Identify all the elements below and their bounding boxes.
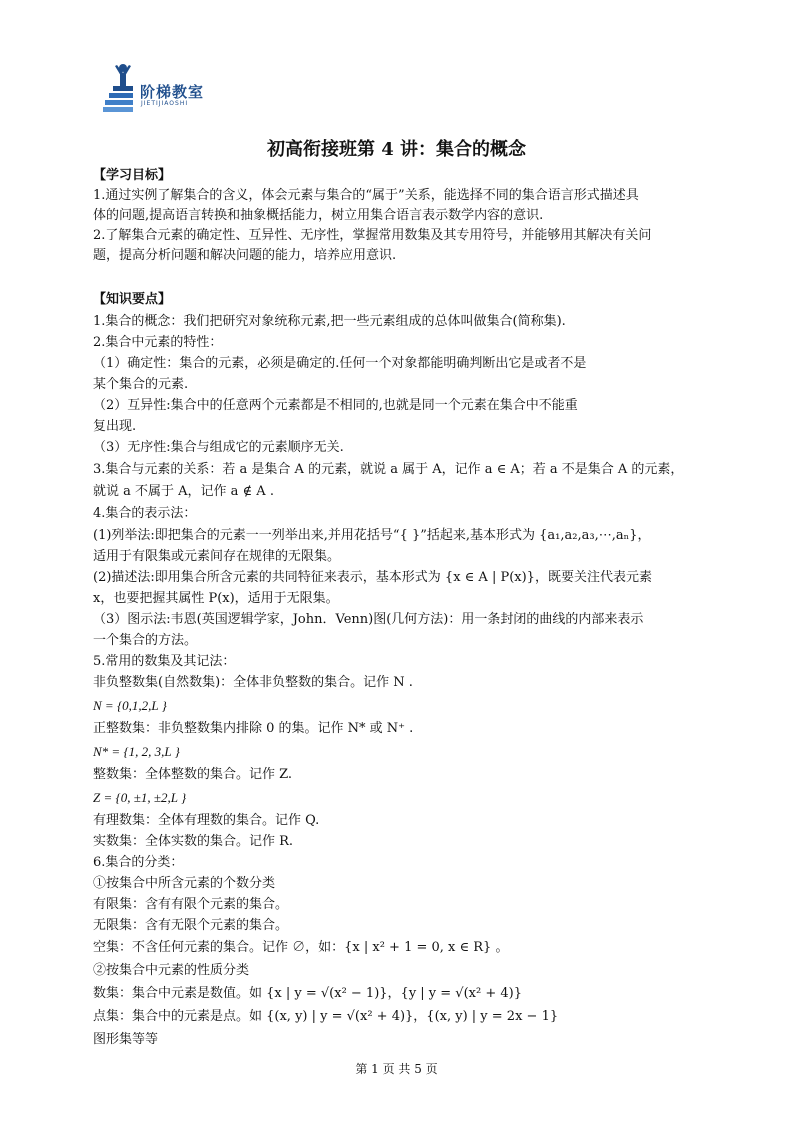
text-line: (2)描述法:即用集合所含元素的共同特征来表示，基本形式为 {x ∈ A | P(x)}，既要关注代表元素 (93, 570, 652, 585)
text-line: 适用于有限集或元素间存在规律的无限集。 (93, 549, 341, 564)
text-line: 有限集：含有有限个元素的集合。 (93, 897, 289, 912)
text-line: 4.集合的表示法： (93, 506, 197, 521)
text-line: 就说 a 不属于 A，记作 a ∉ A . (93, 484, 274, 499)
text-line: x，也要把握其属性 P(x)，适用于无限集。 (93, 591, 339, 606)
text-line: （1）确定性：集合的元素，必须是确定的.任何一个对象都能明确判断出它是或者不是 (93, 356, 587, 371)
text-line: 2.集合中元素的特性： (93, 335, 223, 350)
text-line: （2）互异性:集合中的任意两个元素都是不相同的,也就是同一个元素在集合中不能重 (93, 398, 578, 413)
text-line: 空集：不含任何元素的集合。记作 ∅，如：{x | x² + 1 = 0, x ∈ R} 。 (93, 940, 509, 955)
text-line: 体的问题,提高语言转换和抽象概括能力，树立用集合语言表示数学内容的意识. (93, 208, 544, 223)
text-line: 正整数集：非负整数集内排除 0 的集。记作 N* 或 N⁺ . (93, 721, 414, 736)
logo-subtitle: JIETIJIAOSHI (141, 100, 189, 107)
text-line: （3）图示法:韦恩(英国逻辑学家，John．Venn)图(几何方法)：用一条封闭的曲线的内部来表示 (93, 612, 644, 627)
text-line: ②按集合中元素的性质分类 (93, 963, 250, 978)
text-line: 无限集：含有无限个元素的集合。 (93, 918, 289, 933)
logo-name: 阶梯教室 (140, 83, 205, 101)
text-line: 5.常用的数集及其记法： (93, 654, 236, 669)
text-line: 2.了解集合元素的确定性、互异性、无序性，掌握常用数集及其专用符号，并能够用其解决有关问 (93, 228, 652, 243)
text-line: 6.集合的分类： (93, 855, 184, 870)
logo-stairs-icon (103, 62, 143, 118)
formula-line: Z = {0, ±1, ±2,L } (93, 790, 187, 805)
text-line: （3）无序性:集合与组成它的元素顺序无关. (93, 440, 344, 455)
text-line: 题，提高分析问题和解决问题的能力，培养应用意识. (93, 248, 397, 263)
page-title: 初高衔接班第 4 讲：集合的概念 (266, 139, 527, 160)
text-line: 1.集合的概念：我们把研究对象统称元素,把一些元素组成的总体叫做集合(简称集). (93, 314, 566, 329)
section-heading-goals: 【学习目标】 (93, 168, 172, 183)
formula-line: N = {0,1,2,L } (93, 698, 167, 713)
text-line: 有理数集：全体有理数的集合。记作 Q. (93, 813, 320, 828)
section-heading-points: 【知识要点】 (93, 292, 172, 307)
text-line: 实数集：全体实数的集合。记作 R. (93, 834, 294, 849)
page-footer: 第 1 页 共 5 页 (355, 1062, 438, 1076)
text-line: 某个集合的元素. (93, 377, 189, 392)
text-line: 数集：集合中元素是数值。如 {x | y = √(x² − 1)}，{y | y = √(x² + 4)} (93, 986, 522, 1001)
text-line: 图形集等等 (93, 1032, 159, 1047)
text-line: 点集：集合中的元素是点。如 {(x, y) | y = √(x² + 4)}，{(x, y) | y = 2x − 1} (93, 1009, 559, 1024)
formula-line: N* = {1, 2, 3,L } (93, 744, 180, 759)
text-line: 3.集合与元素的关系：若 a 是集合 A 的元素，就说 a 属于 A，记作 a ∈ A；若 a 不是集合 A 的元素， (93, 462, 684, 477)
text-line: (1)列举法:即把集合的元素一一列举出来,并用花括号“{ }”括起来,基本形式为 {a₁,a₂,a₃,⋯,aₙ}， (93, 528, 651, 543)
text-line: 非负整数集(自然数集)：全体非负整数的集合。记作 N . (93, 675, 413, 690)
text-line: 1.通过实例了解集合的含义，体会元素与集合的“属于”关系，能选择不同的集合语言形式描述具 (93, 188, 639, 203)
text-line: 复出现. (93, 419, 137, 434)
text-line: ①按集合中所含元素的个数分类 (93, 876, 276, 891)
text-line: 一个集合的方法。 (93, 633, 198, 648)
text-line: 整数集：全体整数的集合。记作 Z. (93, 767, 293, 782)
